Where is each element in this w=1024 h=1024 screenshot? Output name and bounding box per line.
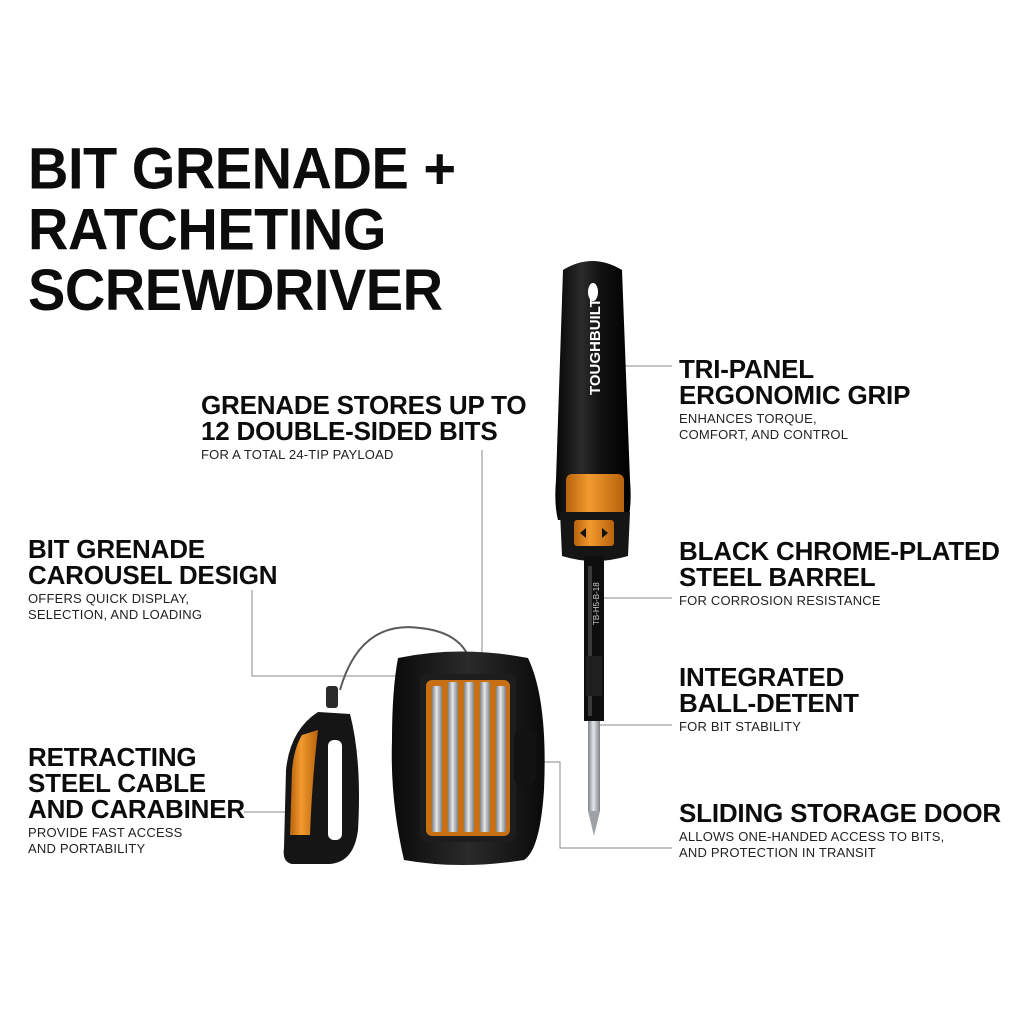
callout-barrel-heading xyxy=(679,538,1000,590)
callout-grenade-stores-heading-2: 12 DOUBLE-SIDED BITS xyxy=(201,416,498,446)
callout-ball-detent-heading-1: INTEGRATED xyxy=(679,662,845,692)
callout-grenade-stores-heading-1: GRENADE STORES UP TO xyxy=(201,390,527,420)
barrel-marking: TB-H5-B-18 xyxy=(592,582,601,625)
screwdriver-bit xyxy=(588,721,600,811)
stored-bit-4 xyxy=(480,682,490,832)
stored-bit-1 xyxy=(432,686,442,832)
stored-bit-3 xyxy=(464,682,474,832)
brand-logo: TOUGHBUILT xyxy=(587,298,604,395)
callout-barrel-heading-2: STEEL BARREL xyxy=(679,562,876,592)
callout-cable-heading-1: RETRACTING xyxy=(28,742,197,772)
callout-tri-panel-heading-2: ERGONOMIC GRIP xyxy=(679,380,911,410)
callout-tri-panel-sub-2: COMFORT, AND CONTROL xyxy=(679,427,849,442)
callout-carousel-sub xyxy=(28,591,277,623)
callout-door-sub-1: ALLOWS ONE-HANDED ACCESS TO BITS, xyxy=(679,829,945,844)
callout-barrel-sub-1: FOR CORROSION RESISTANCE xyxy=(679,593,881,608)
callout-carousel-sub-1: OFFERS QUICK DISPLAY, xyxy=(28,591,190,606)
callout-tri-panel xyxy=(679,356,910,443)
callout-ball-detent-sub xyxy=(679,719,859,735)
callout-ball-detent-sub-1: FOR BIT STABILITY xyxy=(679,719,802,734)
callout-carousel-heading-1: BIT GRENADE xyxy=(28,534,205,564)
callout-cable-sub-1: PROVIDE FAST ACCESS xyxy=(28,825,183,840)
bit-grenade xyxy=(284,627,545,865)
callout-ball-detent-heading-2: BALL-DETENT xyxy=(679,688,859,718)
title-line-2: SCREWDRIVER xyxy=(28,256,443,323)
callout-carousel-sub-2: SELECTION, AND LOADING xyxy=(28,607,203,622)
stored-bit-5 xyxy=(496,686,506,832)
callout-carousel-heading xyxy=(28,536,277,588)
screwdriver xyxy=(555,261,630,836)
callout-tri-panel-sub xyxy=(679,411,910,443)
callout-barrel-heading-1: BLACK CHROME-PLATED xyxy=(679,536,1000,566)
leader-door xyxy=(536,762,672,848)
callout-cable-heading-3: AND CARABINER xyxy=(28,794,245,824)
callout-tri-panel-sub-1: ENHANCES TORQUE, xyxy=(679,411,817,426)
bit-tip xyxy=(588,811,600,836)
callout-cable-heading xyxy=(28,744,245,822)
carabiner-opening xyxy=(328,740,342,840)
callout-cable-heading-2: STEEL CABLE xyxy=(28,768,206,798)
callout-carousel xyxy=(28,536,277,623)
callout-cable xyxy=(28,744,245,857)
callout-door xyxy=(679,800,1001,861)
callout-ball-detent xyxy=(679,664,859,735)
callout-tri-panel-heading-1: TRI-PANEL xyxy=(679,354,814,384)
callout-barrel-sub xyxy=(679,593,1000,609)
callout-cable-sub-2: AND PORTABILITY xyxy=(28,841,146,856)
title-line-1: BIT GRENADE + RATCHETING xyxy=(28,134,456,262)
callout-door-sub-2: AND PROTECTION IN TRANSIT xyxy=(679,845,876,860)
callout-grenade-stores-sub xyxy=(201,447,526,463)
callout-grenade-stores-heading xyxy=(201,392,526,444)
stored-bit-2 xyxy=(448,682,458,832)
sliding-door xyxy=(514,728,536,786)
callout-grenade-stores-sub-1: FOR A TOTAL 24-TIP PAYLOAD xyxy=(201,447,394,462)
callout-door-heading-1: SLIDING STORAGE DOOR xyxy=(679,798,1001,828)
callout-door-sub xyxy=(679,829,1001,861)
steel-barrel xyxy=(584,556,604,721)
callout-cable-sub xyxy=(28,825,245,857)
callout-carousel-heading-2: CAROUSEL DESIGN xyxy=(28,560,278,590)
callout-door-heading xyxy=(679,800,1001,826)
callout-grenade-stores xyxy=(201,392,526,463)
callout-ball-detent-heading xyxy=(679,664,859,716)
callout-barrel xyxy=(679,538,1000,609)
callout-tri-panel-heading xyxy=(679,356,910,408)
